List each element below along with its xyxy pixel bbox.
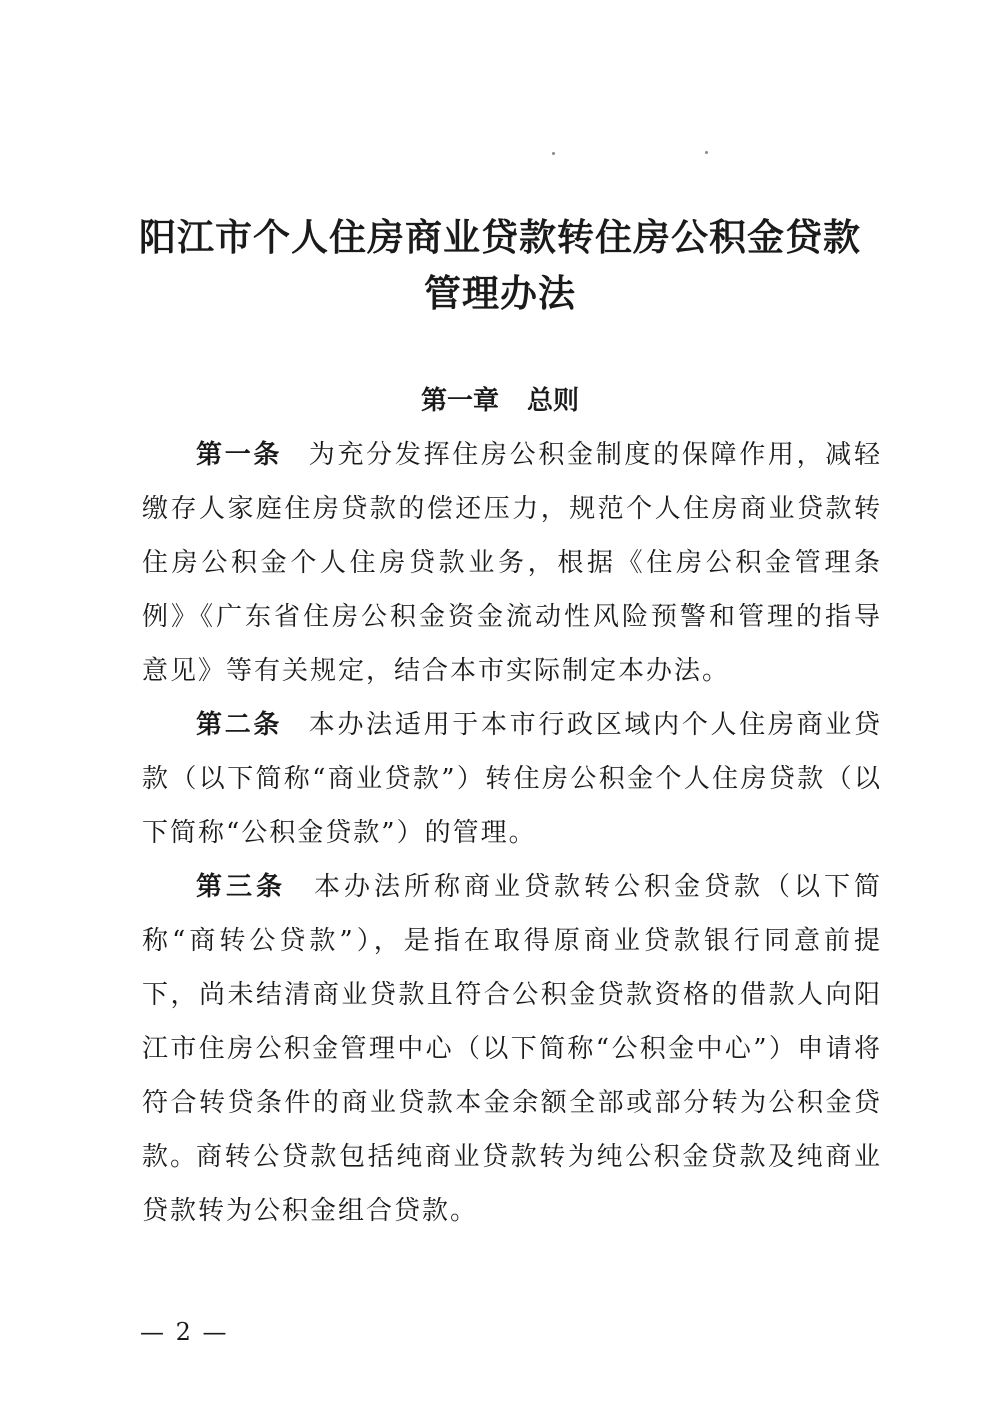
article-3-text: 本办法所称商业贷款转公积金贷款（以下简称“商转公贷款”），是指在取得原商业贷款银行同意前提下，尚未结清商业贷款且符合公积金贷款资格的借款人向阳江市住房公积金管理中心（以下简称“公积金中心”）申请将符合转贷条件的商业贷款本金余额全部或部分转为公积金贷款。 [142, 872, 882, 1172]
article-1 [142, 428, 882, 698]
chapter-name: 总则 [527, 386, 580, 416]
scan-speck [705, 151, 708, 154]
article-3-paragraph-2: 商转公贷款包括纯商业贷款转为纯公积金贷款及纯商业贷款转为公积金组合贷款。 [142, 1142, 882, 1226]
chapter-heading [100, 376, 900, 426]
page-number: — 2 — [140, 1318, 229, 1346]
article-3-label: 第三条 [196, 872, 286, 902]
document-title-line-1: 阳江市个人住房商业贷款转住房公积金贷款 [139, 216, 861, 259]
article-1-text: 为充分发挥住房公积金制度的保障作用，减轻缴存人家庭住房贷款的偿还压力，规范个人住房商业贷款转住房公积金个人住房贷款业务，根据《住房公积金管理条例》《广东省住房公积金资金流动性风险预警和管理的指导意见》等有关规定，结合本市实际制定本办法。 [142, 440, 882, 686]
scan-speck [552, 152, 555, 155]
article-2 [142, 698, 882, 860]
chapter-number: 第一章 [420, 386, 499, 416]
article-2-text: 本办法适用于本市行政区域内个人住房商业贷款（以下简称“商业贷款”）转住房公积金个人住房贷款（以下简称“公积金贷款”）的管理。 [142, 710, 882, 848]
document-title-line-2: 管理办法 [424, 272, 576, 315]
article-1-label: 第一条 [196, 440, 283, 470]
article-2-label: 第二条 [196, 710, 283, 740]
